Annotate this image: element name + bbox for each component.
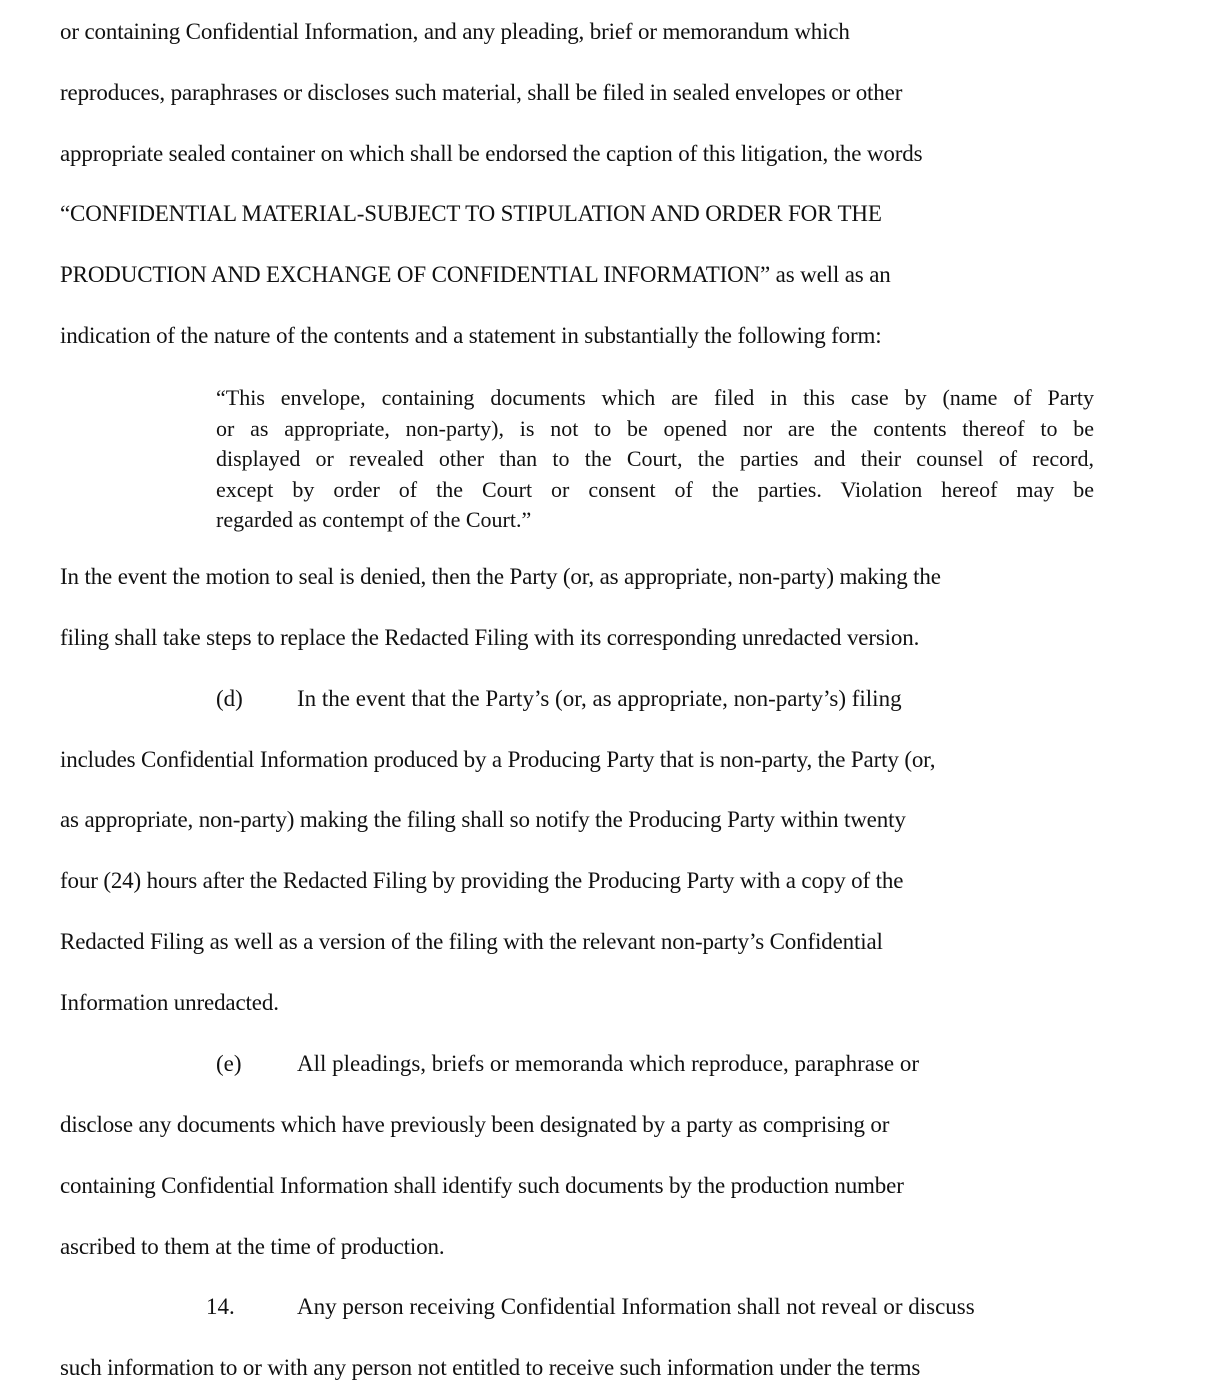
section-14-first-line: Any person receiving Confidential Information shall not reveal or discuss	[297, 1294, 975, 1319]
body-text-line: reproduces, paraphrases or discloses such material, shall be filed in sealed envelopes or other	[60, 80, 903, 105]
body-text-line: indication of the nature of the contents and a statement in substantially the following form:	[60, 323, 882, 348]
section-14-label: 14.	[206, 1294, 235, 1319]
body-text-line: In the event the motion to seal is denied, then the Party (or, as appropriate, non-party) making the	[60, 564, 941, 589]
body-text-line: ascribed to them at the time of production.	[60, 1234, 445, 1259]
subsection-e-label: (e)	[216, 1051, 242, 1076]
body-text-line: or containing Confidential Information, and any pleading, brief or memorandum which	[60, 19, 850, 44]
body-text-line: four (24) hours after the Redacted Filing by providing the Producing Party with a copy of the	[60, 868, 904, 893]
body-text-line: Information unredacted.	[60, 990, 279, 1015]
body-text-line: “CONFIDENTIAL MATERIAL-SUBJECT TO STIPULATION AND ORDER FOR THE	[60, 201, 882, 226]
body-text-line: such information to or with any person not entitled to receive such information under the terms	[60, 1355, 921, 1380]
body-text-line: PRODUCTION AND EXCHANGE OF CONFIDENTIAL INFORMATION” as well as an	[60, 262, 891, 287]
body-text-line: disclose any documents which have previously been designated by a party as comprising or	[60, 1112, 890, 1137]
body-text-line: Redacted Filing as well as a version of the filing with the relevant non-party’s Confidential	[60, 929, 883, 954]
quote-line: regarded as contempt of the Court.”	[216, 507, 532, 532]
quote-line: except by order of the Court or consent of the parties. Violation hereof may be	[216, 476, 1094, 502]
body-text-line: containing Confidential Information shall identify such documents by the production number	[60, 1173, 904, 1198]
body-text-line: as appropriate, non-party) making the filing shall so notify the Producing Party within twenty	[60, 807, 906, 832]
subsection-d-first-line: In the event that the Party’s (or, as appropriate, non-party’s) filing	[297, 686, 902, 711]
quote-line: displayed or revealed other than to the Court, the parties and their counsel of record,	[216, 446, 1094, 471]
subsection-d-label: (d)	[216, 686, 243, 711]
block-quote	[216, 383, 1094, 536]
body-text-line: appropriate sealed container on which shall be endorsed the caption of this litigation, the words	[60, 141, 923, 166]
quote-line: “This envelope, containing documents which are filed in this case by (name of Party	[216, 385, 1094, 410]
quote-line: or as appropriate, non-party), is not to be opened nor are the contents thereof to be	[216, 415, 1094, 441]
subsection-e-first-line: All pleadings, briefs or memoranda which reproduce, paraphrase or	[297, 1051, 920, 1076]
body-text-line: filing shall take steps to replace the Redacted Filing with its corresponding unredacted version.	[60, 625, 920, 650]
body-text-line: includes Confidential Information produced by a Producing Party that is non-party, the Party (or,	[60, 747, 936, 772]
